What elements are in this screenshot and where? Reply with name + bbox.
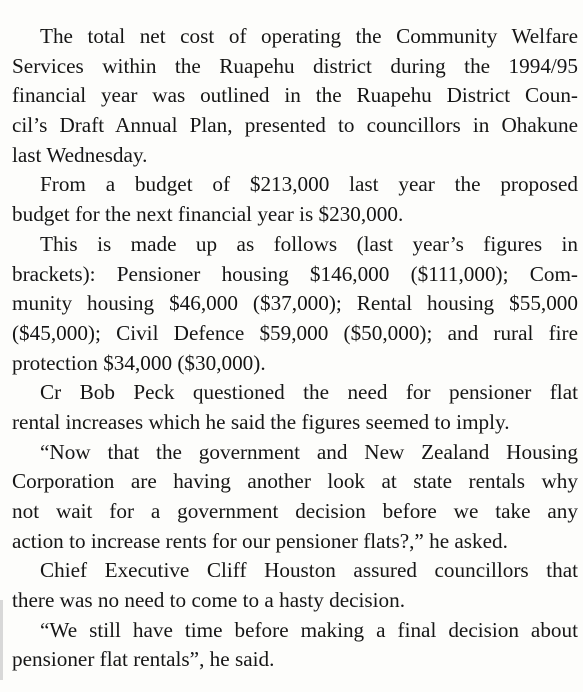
paragraph-2-line-1: From a budget of $213,000 last year the proposed <box>40 172 578 197</box>
paragraph-3-line-4: ($45,000); Civil Defence $59,000 ($50,000); and rural fire <box>12 320 578 345</box>
paragraph-7-line-2: pensioner flat rentals”, he said. <box>12 647 275 672</box>
paragraph-5-line-3: not wait for a government decision before we take any <box>12 499 578 523</box>
paragraph-7-line-1: “We still have time before making a final decision about <box>40 617 578 642</box>
paragraph-2-line-2: budget for the next financial year is $230,000. <box>12 202 404 227</box>
paragraph-3-line-1: This is made up as follows (last year’s figures in <box>40 231 578 256</box>
paragraph-4-line-1: Cr Bob Peck questioned the need for pensioner flat <box>40 380 578 405</box>
paragraph-1-line-3: financial year was outlined in the Ruapehu District Coun- <box>12 83 578 108</box>
paragraph-3-line-5: protection $34,000 ($30,000). <box>12 350 266 375</box>
article-column <box>12 22 578 675</box>
paragraph-6-line-1: Chief Executive Cliff Houston assured councillors that <box>40 558 578 583</box>
paragraph-5-line-2: Corporation are having another look at state rentals why <box>12 469 578 494</box>
paragraph-1-line-2: Services within the Ruapehu district during the 1994/95 <box>12 53 578 78</box>
page-edge-mark <box>0 600 3 680</box>
paragraph-3-line-3: munity housing $46,000 ($37,000); Rental housing $55,000 <box>12 291 578 316</box>
paragraph-3-line-2: brackets): Pensioner housing $146,000 ($111,000); Com- <box>12 261 578 286</box>
paragraph-1-line-5: last Wednesday. <box>12 142 148 167</box>
paragraph-6-line-2: there was no need to come to a hasty decision. <box>12 588 406 613</box>
paragraph-5-line-4: action to increase rents for our pensioner flats?,” he asked. <box>12 528 508 553</box>
paragraph-1-line-1: The total net cost of operating the Community Welfare <box>40 24 578 48</box>
paragraph-5-line-1: “Now that the government and New Zealand Housing <box>40 439 578 464</box>
paragraph-1-line-4: cil’s Draft Annual Plan, presented to councillors in Ohakune <box>12 113 578 138</box>
paragraph-4-line-2: rental increases which he said the figures seemed to imply. <box>12 409 510 434</box>
